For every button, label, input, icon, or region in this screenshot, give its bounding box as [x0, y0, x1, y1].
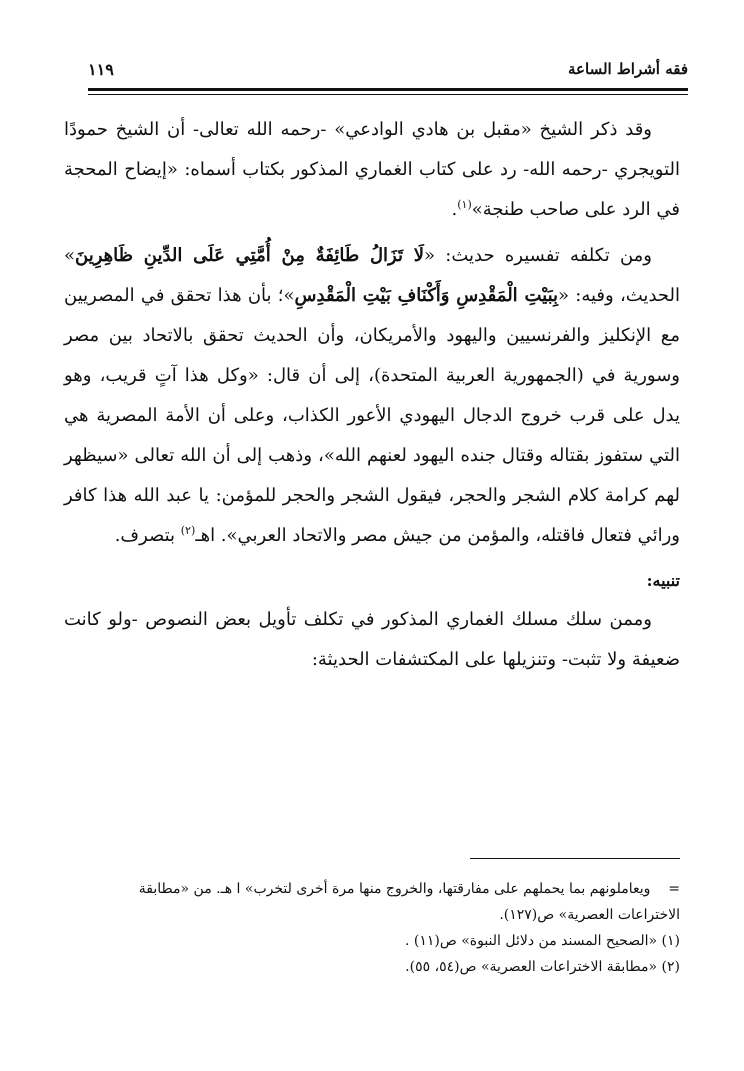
paragraph-2-body: »؛ بأن هذا تحقق في المصريين مع الإنكليز والفرنسيين واليهود والأمريكان، وأن الحديث تحقق بالاتحاد بين مصر وسورية في (الجمهورية العربية المتحدة)، إلى أن قال: «وكل هذا آتٍ قريب، وهو يدل على قرب خروج الدجال اليهودي الأعور الكذاب، وعلى أن الأمة المصرية هي التي ستفوز بقتاله وقتال جنده اليهود لعنهم الله»، وذهب إلى أن الله تعالى «سيظهر لهم كرامة كلام الشجر والحجر، فيقول الشجر والحجر للمؤمن: يا عبد الله هذا كافر ورائي فتعال فاقتله، والمؤمن من جيش مصر والاتحاد العربي». اهـ — [64, 285, 680, 546]
paragraph-1 — [64, 110, 680, 230]
footnote-ref-1: (١) — [457, 198, 472, 211]
footnote-continuation — [80, 876, 680, 928]
hadith-quote-2: بِبَيْتِ الْمَقْدِسِ وَأَكْنَافِ بَيْتِ الْمَقْدِسِ — [294, 285, 559, 306]
hadith-quote-1: لَا تَزَالُ طَائِفَةٌ مِنْ أُمَّتِي عَلَى الدِّينِ ظَاهِرِينَ — [75, 245, 425, 266]
paragraph-2-mid: » الحديث، وفيه: « — [64, 245, 680, 306]
footnote-ref-2: (٢) — [180, 524, 196, 537]
paragraph-2 — [64, 236, 680, 556]
header-rule-thick — [88, 88, 688, 91]
paragraph-2-end: بتصرف. — [114, 525, 181, 546]
running-title: فقه أشراط الساعة — [568, 60, 688, 78]
paragraph-2-intro: ومن تكلفه تفسيره حديث: « — [424, 245, 652, 266]
footnote-continuation-text: ويعاملونهم بما يحملهم على مفارقتها، والخروج منها مرة أخرى لتخرب» ا هـ. من «مطابقة الاختراعات العصرية» ص(١٢٧). — [138, 881, 680, 923]
page-number: ١١٩ — [88, 60, 114, 79]
note-heading: تنبيه: — [646, 571, 680, 590]
footnote-separator — [470, 858, 680, 859]
paragraph-1-end: . — [451, 199, 458, 220]
paragraph-1-text: وقد ذكر الشيخ «مقبل بن هادي الوادعي» -رحمه الله تعالى- أن الشيخ حمودًا التويجري -رحمه الله- رد على كتاب الغماري المذكور بكتاب أسماه: «إيضاح المحجة في الرد على صاحب طنجة» — [64, 119, 680, 220]
footnote-1: (١) «الصحيح المسند من دلائل النبوة» ص(١١) . — [404, 933, 680, 949]
running-header — [88, 58, 688, 88]
header-rule-thin — [88, 94, 688, 95]
main-text — [64, 110, 680, 680]
paragraph-3: وممن سلك مسلك الغماري المذكور في تكلف تأويل بعض النصوص -ولو كانت ضعيفة ولا تثبت- وتنزيلها على المكتشفات الحديثة: — [64, 609, 680, 670]
footnotes — [80, 876, 680, 980]
continuation-marker: = — [668, 881, 680, 897]
footnote-2: (٢) «مطابقة الاختراعات العصرية» ص(٥٤، ٥٥). — [405, 959, 680, 975]
